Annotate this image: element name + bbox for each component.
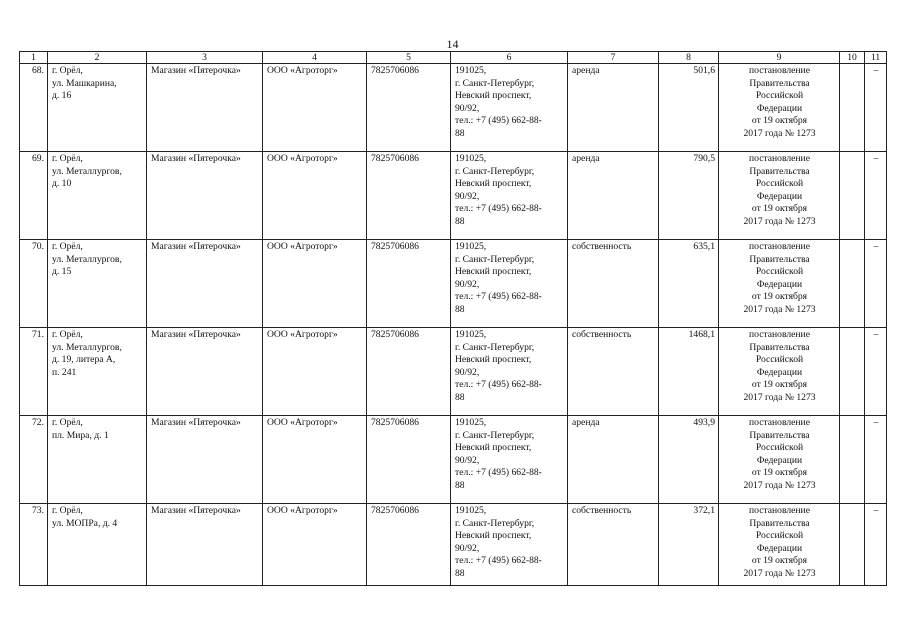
col11-cell: – — [865, 64, 887, 152]
header-cell: 6 — [451, 52, 568, 64]
floor-area: 1468,1 — [659, 328, 719, 416]
page-number: 14 — [446, 37, 459, 51]
ownership-type: собственность — [568, 504, 659, 586]
floor-area: 635,1 — [659, 240, 719, 328]
owner-name: ООО «Агроторг» — [263, 504, 367, 586]
legal-basis: постановление Правительства Российской Федерации от 19 октября 2017 года № 1273 — [719, 64, 840, 152]
col10-cell — [840, 64, 865, 152]
row-number: 70. — [20, 240, 48, 328]
owner-name: ООО «Агроторг» — [263, 152, 367, 240]
header-cell: 5 — [367, 52, 451, 64]
floor-area: 493,9 — [659, 416, 719, 504]
col11-cell: – — [865, 240, 887, 328]
owner-address: 191025, г. Санкт-Петербург, Невский проспект, 90/92, тел.: +7 (495) 662-88- 88 — [451, 416, 568, 504]
row-number: 72. — [20, 416, 48, 504]
legal-basis: постановление Правительства Российской Федерации от 19 октября 2017 года № 1273 — [719, 504, 840, 586]
object-address: г. Орёл, ул. МОПРа, д. 4 — [48, 504, 147, 586]
owner-name: ООО «Агроторг» — [263, 64, 367, 152]
col11-cell: – — [865, 504, 887, 586]
owner-name: ООО «Агроторг» — [263, 240, 367, 328]
object-name: Магазин «Пятерочка» — [147, 240, 263, 328]
object-name: Магазин «Пятерочка» — [147, 416, 263, 504]
legal-basis: постановление Правительства Российской Федерации от 19 октября 2017 года № 1273 — [719, 240, 840, 328]
row-number: 69. — [20, 152, 48, 240]
table-row — [20, 152, 887, 240]
row-number: 73. — [20, 504, 48, 586]
ownership-type: аренда — [568, 152, 659, 240]
table-row — [20, 328, 887, 416]
floor-area: 790,5 — [659, 152, 719, 240]
header-cell: 9 — [719, 52, 840, 64]
owner-name: ООО «Агроторг» — [263, 328, 367, 416]
header-cell: 8 — [659, 52, 719, 64]
col10-cell — [840, 328, 865, 416]
ownership-type: собственность — [568, 240, 659, 328]
header-cell: 3 — [147, 52, 263, 64]
owner-address: 191025, г. Санкт-Петербург, Невский проспект, 90/92, тел.: +7 (495) 662-88- 88 — [451, 64, 568, 152]
table-row — [20, 64, 887, 152]
header-cell: 10 — [840, 52, 865, 64]
col10-cell — [840, 504, 865, 586]
col11-cell: – — [865, 328, 887, 416]
legal-basis: постановление Правительства Российской Федерации от 19 октября 2017 года № 1273 — [719, 152, 840, 240]
floor-area: 501,6 — [659, 64, 719, 152]
header-cell: 4 — [263, 52, 367, 64]
col11-cell: – — [865, 416, 887, 504]
owner-inn: 7825706086 — [367, 152, 451, 240]
registry-table — [19, 51, 887, 586]
table-row — [20, 504, 887, 586]
object-name: Магазин «Пятерочка» — [147, 152, 263, 240]
object-name: Магазин «Пятерочка» — [147, 328, 263, 416]
owner-inn: 7825706086 — [367, 64, 451, 152]
owner-address: 191025, г. Санкт-Петербург, Невский проспект, 90/92, тел.: +7 (495) 662-88- 88 — [451, 328, 568, 416]
col10-cell — [840, 416, 865, 504]
col10-cell — [840, 240, 865, 328]
header-cell: 7 — [568, 52, 659, 64]
owner-address: 191025, г. Санкт-Петербург, Невский проспект, 90/92, тел.: +7 (495) 662-88- 88 — [451, 504, 568, 586]
object-address: г. Орёл, ул. Металлургов, д. 10 — [48, 152, 147, 240]
owner-address: 191025, г. Санкт-Петербург, Невский проспект, 90/92, тел.: +7 (495) 662-88- 88 — [451, 240, 568, 328]
col11-cell: – — [865, 152, 887, 240]
object-address: г. Орёл, ул. Металлургов, д. 19, литера А, п. 241 — [48, 328, 147, 416]
header-cell: 2 — [48, 52, 147, 64]
owner-inn: 7825706086 — [367, 240, 451, 328]
legal-basis: постановление Правительства Российской Федерации от 19 октября 2017 года № 1273 — [719, 328, 840, 416]
ownership-type: собственность — [568, 328, 659, 416]
object-address: г. Орёл, ул. Машкарина, д. 16 — [48, 64, 147, 152]
header-row — [20, 52, 887, 64]
floor-area: 372,1 — [659, 504, 719, 586]
owner-inn: 7825706086 — [367, 504, 451, 586]
object-address: г. Орёл, пл. Мира, д. 1 — [48, 416, 147, 504]
header-cell: 11 — [865, 52, 887, 64]
owner-address: 191025, г. Санкт-Петербург, Невский проспект, 90/92, тел.: +7 (495) 662-88- 88 — [451, 152, 568, 240]
owner-name: ООО «Агроторг» — [263, 416, 367, 504]
col10-cell — [840, 152, 865, 240]
owner-inn: 7825706086 — [367, 328, 451, 416]
header-cell: 1 — [20, 52, 48, 64]
owner-inn: 7825706086 — [367, 416, 451, 504]
ownership-type: аренда — [568, 416, 659, 504]
row-number: 68. — [20, 64, 48, 152]
object-name: Магазин «Пятерочка» — [147, 64, 263, 152]
table-row — [20, 416, 887, 504]
table-row — [20, 240, 887, 328]
object-address: г. Орёл, ул. Металлургов, д. 15 — [48, 240, 147, 328]
object-name: Магазин «Пятерочка» — [147, 504, 263, 586]
ownership-type: аренда — [568, 64, 659, 152]
row-number: 71. — [20, 328, 48, 416]
legal-basis: постановление Правительства Российской Федерации от 19 октября 2017 года № 1273 — [719, 416, 840, 504]
